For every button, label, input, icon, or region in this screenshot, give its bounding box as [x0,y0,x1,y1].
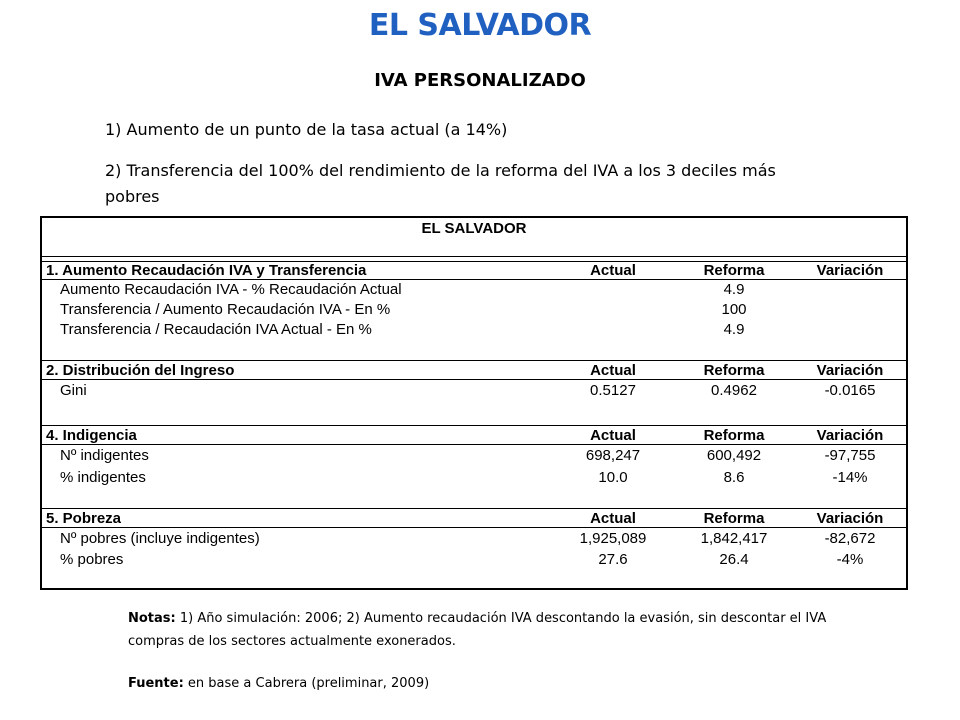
cell-actual [552,280,674,299]
header-reforma: Reforma [703,262,765,279]
section-title: 2. Distribución del Ingreso [46,362,235,379]
table-row [42,280,906,299]
cell-reforma: 4.9 [723,321,745,338]
table-row [42,381,906,400]
slide-title: EL SALVADOR [368,8,592,43]
row-label: Gini [60,382,87,399]
table-row [42,550,906,569]
row-label: Nº indigentes [60,447,149,464]
header-variacion: Variación [816,262,884,279]
table-row [42,468,906,487]
source-text: en base a Cabrera (preliminar, 2009) [183,676,430,691]
cell-reforma: 100 [721,301,747,318]
cell-actual: 27.6 [598,551,628,568]
header-actual: Actual [590,427,636,444]
header-reforma: Reforma [703,510,765,527]
section-title: 4. Indigencia [46,427,137,444]
header-reforma: Reforma [703,362,765,379]
header-variacion: Variación [816,510,884,527]
header-variacion: Variación [816,362,884,379]
section-header [42,509,906,528]
cell-reforma: 8.6 [723,469,745,486]
point-2: 2) Transferencia del 100% del rendimiento de la reforma del IVA a los 3 deciles más pobres [105,161,776,206]
row-label: Transferencia / Recaudación IVA Actual - En % [60,321,372,338]
row-label: % indigentes [60,469,146,486]
cell-variacion: -4% [836,551,864,568]
notes [128,607,848,653]
cell-variacion: -97,755 [824,447,876,464]
results-table [40,216,908,590]
cell-reforma: 0.4962 [711,382,757,399]
row-label: Nº pobres (incluye indigentes) [60,530,260,547]
section-header [42,426,906,445]
cell-reforma: 4.9 [723,281,745,298]
source [128,676,429,691]
section-header [42,261,906,280]
row-label: Aumento Recaudación IVA - % Recaudación Actual [60,281,402,298]
cell-variacion: -0.0165 [824,382,876,399]
cell-variacion [794,320,906,339]
header-actual: Actual [590,262,636,279]
cell-variacion [794,280,906,299]
table-title: EL SALVADOR [421,220,527,237]
header-variacion: Variación [816,427,884,444]
cell-variacion [794,300,906,319]
cell-actual: 0.5127 [590,382,636,399]
source-label: Fuente: [128,676,184,691]
cell-actual [552,300,674,319]
table-row [42,529,906,548]
cell-reforma: 1,842,417 [700,530,768,547]
section-title: 1. Aumento Recaudación IVA y Transferencia [46,262,367,279]
table-row [42,300,906,319]
cell-variacion: -14% [832,469,868,486]
table-row [42,320,906,339]
row-label: % pobres [60,551,124,568]
cell-actual: 698,247 [585,447,641,464]
row-label: Transferencia / Aumento Recaudación IVA - En % [60,301,391,318]
table-divider [42,379,906,380]
notes-text: 1) Año simulación: 2006; 2) Aumento recaudación IVA descontando la evasión, sin descontar el IVA compras de los sectores actualmente exonerados. [128,611,827,649]
section-title: 5. Pobreza [46,510,122,527]
cell-actual: 10.0 [598,469,628,486]
header-actual: Actual [590,510,636,527]
cell-variacion: -82,672 [824,530,876,547]
slide-subtitle: IVA PERSONALIZADO [374,70,586,91]
cell-reforma: 600,492 [706,447,762,464]
point-1: 1) Aumento de un punto de la tasa actual (a 14%) [105,120,508,139]
table-row [42,446,906,465]
cell-actual: 1,925,089 [579,530,647,547]
header-reforma: Reforma [703,427,765,444]
table-divider [42,527,906,528]
cell-reforma: 26.4 [719,551,749,568]
table-divider [42,256,906,257]
section-header [42,361,906,380]
cell-actual [552,320,674,339]
table-divider [42,444,906,445]
notes-label: Notas: [128,611,176,626]
header-actual: Actual [590,362,636,379]
